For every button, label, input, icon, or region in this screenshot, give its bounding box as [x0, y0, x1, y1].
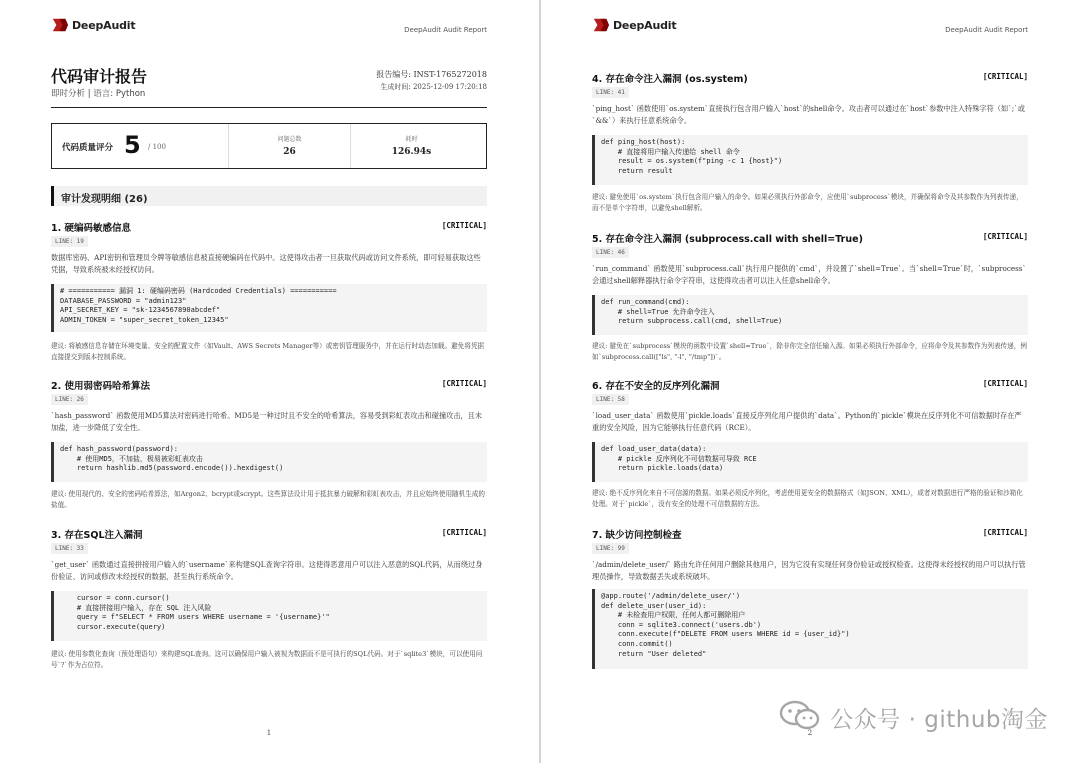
finding-title: 5. 存在命令注入漏洞 (subprocess.call with shell=True): [592, 234, 863, 245]
severity-badge: [CRITICAL]: [982, 528, 1028, 537]
severity-badge: [CRITICAL]: [982, 379, 1028, 388]
page-header: [51, 16, 487, 40]
finding-7: [592, 527, 1028, 677]
line-badge: LINE: 33: [51, 543, 88, 554]
brand-name: DeepAudit: [72, 18, 136, 32]
finding-description: `hash_password` 函数使用MD5算法对密码进行哈希。MD5是一种过时且不安全的哈希算法，容易受到彩虹表攻击和碰撞攻击，且未加盐，进一步降低了安全性。: [51, 411, 483, 432]
score-label: 代码质量评分: [62, 143, 114, 153]
time-stat: [350, 124, 472, 168]
code-block: def load_user_data(data): # pickle 反序列化不可信数据可导致 RCE return pickle.loads(data): [592, 442, 1028, 482]
line-badge: LINE: 41: [592, 87, 629, 98]
report-page-2: [540, 0, 1080, 763]
finding-title: 1. 硬编码敏感信息: [51, 223, 132, 234]
code-block: def ping_host(host): # 直接将用户输入传递给 shell 命令 result = os.system(f"ping -c 1 {host}") return result: [592, 135, 1028, 185]
report-time: 生成时间: 2025-12-09 17:20:18: [380, 83, 487, 91]
summary-box: [51, 123, 487, 169]
finding-description: `ping_host` 函数使用`os.system`直接执行包含用户输入`host`的shell命令。攻击者可以通过在`host`参数中注入特殊字符（如`;`或`&&`）来执行任意系统命令。: [592, 104, 1025, 125]
page-number: 2: [807, 729, 813, 737]
section-title: 审计发现明细 (26): [61, 194, 148, 205]
score-value: 5: [124, 131, 141, 159]
severity-badge: [CRITICAL]: [441, 528, 487, 537]
issues-value: 26: [283, 147, 296, 157]
finding-title: 4. 存在命令注入漏洞 (os.system): [592, 74, 748, 85]
severity-badge: [CRITICAL]: [982, 72, 1028, 81]
brand-logo: [51, 16, 135, 34]
finding-title: 2. 使用弱密码哈希算法: [51, 381, 151, 392]
fix-suggestion: 建议: 将敏感信息存储在环境变量、安全的配置文件（如Vault、AWS Secrets Manager等）或密钥管理服务中，并在运行时动态加载。避免将凭据直接提交到版本控制系统。: [51, 342, 485, 361]
wechat-icon: [778, 699, 822, 735]
finding-5: [592, 231, 1028, 371]
report-title-block: [51, 64, 487, 108]
code-block: def run_command(cmd): # shell=True 允许命令注入 return subprocess.call(cmd, shell=True): [592, 295, 1028, 335]
severity-badge: [CRITICAL]: [441, 221, 487, 230]
watermark: [778, 699, 1048, 735]
line-badge: LINE: 46: [592, 247, 629, 258]
finding-6: [592, 378, 1028, 518]
report-header-label: DeepAudit Audit Report: [945, 26, 1028, 34]
fix-suggestion: 建议: 绝不反序列化来自不可信源的数据。如果必须反序列化，考虑使用更安全的数据格式（如JSON、XML），或者对数据进行严格的验证和沙箱化处理。对于`pickle`，没有安全的处理不可信数据的方法。: [592, 489, 1023, 508]
finding-2: [51, 378, 487, 518]
section-header: [51, 186, 487, 206]
code-block: cursor = conn.cursor() # 直接拼接用户输入，存在 SQL 注入风险 query = f"SELECT * FROM users WHERE username = '{username}'" cursor.execute(query): [51, 591, 487, 641]
finding-description: `load_user_data` 函数使用`pickle.loads`直接反序列化用户提供的`data`。Python的`pickle`模块在反序列化不可信数据时存在严重的安全风险，因为它能够执行任意代码（RCE）。: [592, 411, 1022, 432]
finding-title: 6. 存在不安全的反序列化漏洞: [592, 381, 720, 392]
code-block: def hash_password(password): # 使用MD5，不加盐，极易被彩虹表攻击 return hashlib.md5(password.encode()).hexdigest(): [51, 442, 487, 482]
code-block: # =========== 漏洞 1: 硬编码密码 (Hardcoded Credentials) =========== DATABASE_PASSWORD = "admin123" API_SECRET_KEY = "sk-1234567890abcdef" ADMIN_TOKEN = "super_secret_token_12345": [51, 284, 487, 332]
page-header: [592, 16, 1028, 40]
line-badge: LINE: 99: [592, 543, 629, 554]
finding-4: [592, 71, 1028, 221]
finding-title: 3. 存在SQL注入漏洞: [51, 530, 143, 541]
finding-1: [51, 220, 487, 368]
severity-badge: [CRITICAL]: [982, 232, 1028, 241]
brand-logo: [592, 16, 676, 34]
code-block: @app.route('/admin/delete_user/') def delete_user(user_id): # 未检查用户权限，任何人都可删除用户 conn = sqlite3.connect('users.db') conn.execute(f"DELETE FROM users WHERE id = {user_id}") conn.commit() return "User deleted": [592, 589, 1028, 669]
finding-description: `get_user` 函数通过直接拼接用户输入的`username`来构建SQL查询字符串。这使得恶意用户可以注入恶意的SQL代码，从而绕过身份验证、访问或修改未经授权的数据，甚至执行系统命令。: [51, 560, 483, 581]
deepaudit-logo-icon: [51, 16, 69, 34]
fix-suggestion: 建议: 使用参数化查询（预处理语句）来构建SQL查询。这可以确保用户输入被视为数据而不是可执行的SQL代码。对于`sqlite3`模块，可以使用问号`?`作为占位符。: [51, 650, 483, 669]
issues-stat: [228, 124, 350, 168]
finding-3: [51, 527, 487, 677]
report-subtitle: 即时分析 | 语言: Python: [51, 89, 146, 99]
line-badge: LINE: 58: [592, 394, 629, 405]
deepaudit-logo-icon: [592, 16, 610, 34]
score-max: / 100: [148, 143, 166, 151]
watermark-text: 公众号 · github淘金: [830, 706, 1048, 733]
finding-description: `/admin/delete_user/` 路由允许任何用户删除其他用户，因为它没有实现任何身份验证或授权检查。这使得未经授权的用户可以执行管理员操作，导致数据丢失或系统破坏。: [592, 560, 1026, 581]
report-header-label: DeepAudit Audit Report: [404, 26, 487, 34]
finding-description: 数据库密码、API密钥和管理员令牌等敏感信息被直接硬编码在代码中。这使得攻击者一旦获取代码或访问文件系统，即可轻易获取这些凭据，导致系统被未经授权访问。: [51, 253, 481, 274]
severity-badge: [CRITICAL]: [441, 379, 487, 388]
finding-title: 7. 缺少访问控制检查: [592, 530, 682, 541]
fix-suggestion: 建议: 避免使用`os.system`执行包含用户输入的命令。如果必须执行外部命令，应使用`subprocess`模块，并确保将命令及其参数作为列表传递，而不是单个字符串，以避免shell解析。: [592, 193, 1023, 212]
report-id: 报告编号: INST-1765272018: [376, 70, 487, 79]
page-number: 1: [266, 729, 272, 737]
line-badge: LINE: 19: [51, 236, 88, 247]
issues-label: 问题总数: [277, 136, 302, 143]
brand-name: DeepAudit: [613, 18, 677, 32]
time-value: 126.94s: [391, 147, 432, 157]
finding-description: `run_command` 函数使用`subprocess.call`执行用户提供的`cmd`，并设置了`shell=True`。当`shell=True`时，`subprocess`会通过shell解释器执行命令字符串，这使得攻击者可以注入任意shell命令。: [592, 264, 1027, 285]
fix-suggestion: 建议: 使用现代的、安全的密码哈希算法，如Argon2、bcrypt或scrypt。这些算法设计用于抵抗暴力破解和彩虹表攻击，并且应始终使用随机生成的盐值。: [51, 490, 486, 509]
report-title: 代码审计报告: [51, 67, 148, 86]
fix-suggestion: 建议: 避免在`subprocess`模块的函数中设置`shell=True`，除非你完全信任输入源。如果必须执行外部命令，应将命令及其参数作为列表传递，例如`subprocess.call(["ls", "-l", "/tmp"])`。: [592, 342, 1027, 361]
line-badge: LINE: 26: [51, 394, 88, 405]
time-label: 耗时: [405, 136, 418, 143]
